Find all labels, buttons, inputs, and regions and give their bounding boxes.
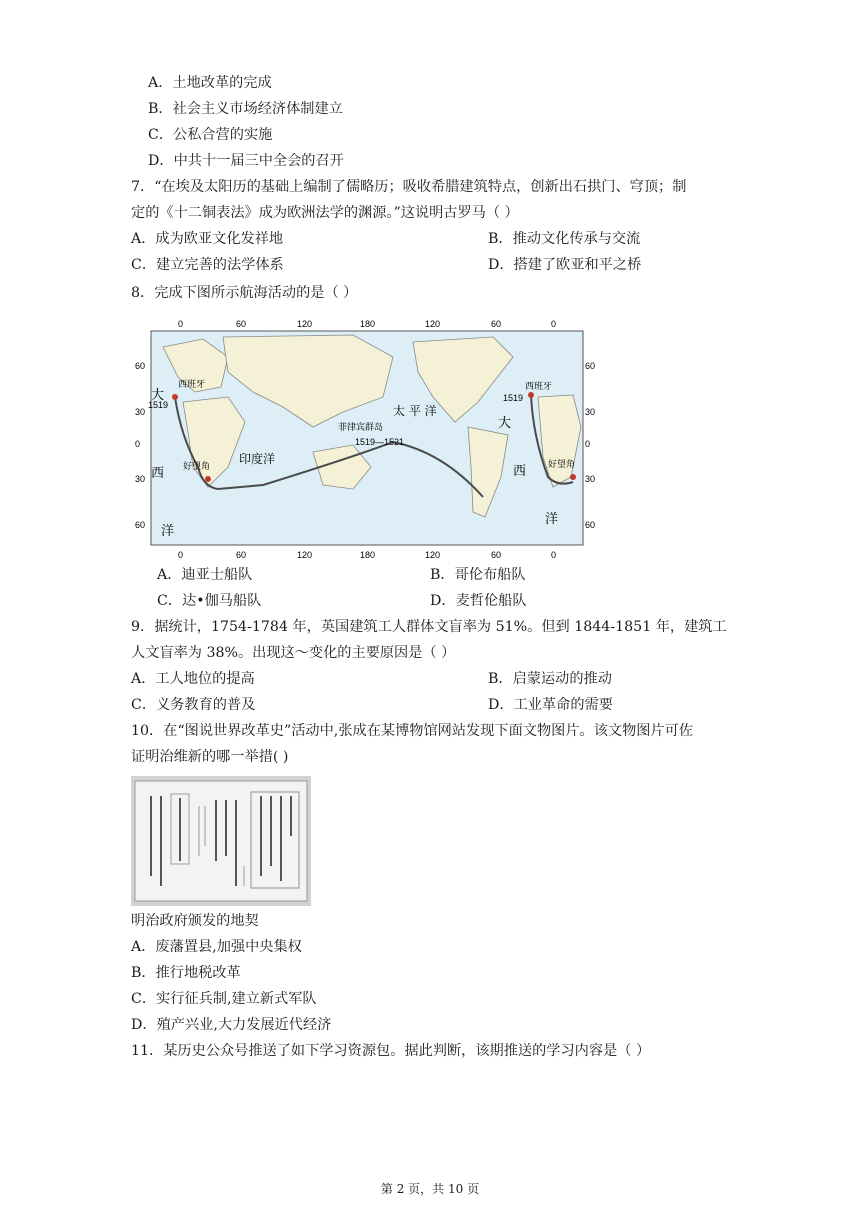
map-label-atlantic-right-1: 大 [498, 416, 512, 431]
map-top-tick: 120 [425, 319, 441, 329]
q8-option-d: D．麦哲伦船队 [430, 593, 527, 609]
q7-stem-line2: 定的《十二铜表法》成为欧洲法学的渊源。”这说明古罗马（ ） [131, 205, 519, 221]
map-label-atlantic-left-3: 洋 [161, 524, 175, 539]
q9-stem-line2: 人文盲率为 38%。出现这～变化的主要原因是（ ） [131, 645, 456, 661]
q7-option-a: A．成为欧亚文化发祥地 [131, 231, 284, 247]
map-label-atlantic-right-3: 洋 [545, 512, 559, 527]
map-left-tick: 0 [135, 439, 141, 449]
map-label-atlantic-left-2: 西 [151, 466, 165, 481]
q10-image-caption: 明治政府颁发的地契 [131, 913, 259, 929]
q9-option-a: A．工人地位的提高 [131, 671, 255, 687]
map-label-philippines: 菲律宾群岛 [338, 423, 384, 433]
q10-option-d: D．殖产兴业,大力发展近代经济 [131, 1017, 332, 1033]
q7-option-d: D．搭建了欧亚和平之桥 [488, 257, 642, 273]
map-label-spain-right: 西班牙 [525, 382, 553, 392]
map-left-tick: 60 [135, 520, 146, 530]
q7-stem-line1: 7．“在埃及太阳历的基础上编制了儒略历；吸收希腊建筑特点，创新出石拱门、穹顶；制 [131, 179, 687, 195]
map-start-point-right [528, 392, 534, 398]
map-bottom-tick: 60 [236, 550, 247, 560]
map-top-tick: 60 [236, 319, 247, 329]
map-right-tick: 30 [585, 407, 596, 417]
q10-option-c: C．实行征兵制,建立新式军队 [131, 991, 317, 1007]
map-top-tick: 180 [360, 319, 376, 329]
map-label-year-left: 1519 [148, 400, 169, 410]
map-label-atlantic-left-1: 大 [151, 388, 165, 403]
map-top-tick: 0 [178, 319, 184, 329]
map-label-atlantic-right-2: 西 [513, 464, 527, 479]
map-left-tick: 30 [135, 407, 146, 417]
map-top-tick: 60 [491, 319, 502, 329]
map-right-tick: 60 [585, 361, 596, 371]
q9-option-b: B．启蒙运动的推动 [488, 671, 612, 687]
map-bottom-tick: 60 [491, 550, 502, 560]
q9-option-c: C．义务教育的普及 [131, 697, 256, 713]
map-label-cape-left: 好望角 [183, 462, 211, 472]
map-label-indian: 印度洋 [239, 452, 276, 466]
map-label-spain-left: 西班牙 [178, 380, 206, 390]
q10-stem-line2: 证明治维新的哪一举措( ) [131, 749, 289, 765]
q7-option-b: B．推动文化传承与交流 [488, 231, 641, 247]
map-bottom-tick: 180 [360, 550, 376, 560]
map-bottom-tick: 0 [551, 550, 557, 560]
map-label-year-right: 1519 [503, 393, 524, 403]
q7-option-c: C．建立完善的法学体系 [131, 257, 284, 273]
world-map-figure [133, 317, 598, 562]
map-cape-point-right [570, 474, 576, 480]
q11-stem: 11．某历史公众号推送了如下学习资源包。据此判断，该期推送的学习内容是（ ） [131, 1043, 651, 1059]
map-right-tick: 0 [585, 439, 591, 449]
map-label-cape-right: 好望角 [548, 460, 576, 470]
q8-stem: 8．完成下图所示航海活动的是（ ） [131, 285, 358, 301]
map-left-tick: 60 [135, 361, 146, 371]
map-top-tick: 120 [297, 319, 313, 329]
q6-option-d: D．中共十一届三中全会的召开 [148, 153, 344, 169]
map-cape-point-left [205, 476, 211, 482]
map-left-tick: 30 [135, 474, 146, 484]
q6-option-a: A．土地改革的完成 [148, 75, 272, 91]
map-bottom-tick: 0 [178, 550, 184, 560]
q8-option-b: B．哥伦布船队 [430, 567, 526, 583]
map-bottom-tick: 120 [425, 550, 441, 560]
q10-option-a: A．废藩置县,加强中央集权 [131, 939, 302, 955]
q8-option-a: A．迪亚士船队 [157, 567, 253, 583]
page-footer: 第 2 页，共 10 页 [380, 1182, 480, 1196]
map-right-tick: 30 [585, 474, 596, 484]
q8-option-c: C．达•伽马船队 [157, 593, 262, 609]
q6-option-c: C．公私合营的实施 [148, 127, 273, 143]
land-deed-photo [131, 776, 311, 906]
q10-stem-line1: 10．在“图说世界改革史”活动中,张成在某博物馆网站发现下面文物图片。该文物图片可佐 [131, 723, 694, 739]
q9-stem-line1: 9．据统计，1754-1784 年，英国建筑工人群体文盲率为 51%。但到 1844-1851 年，建筑工 [131, 619, 727, 635]
map-top-tick: 0 [551, 319, 557, 329]
map-start-point-left [172, 394, 178, 400]
map-label-route-years: 1519—1521 [355, 437, 405, 447]
map-right-tick: 60 [585, 520, 596, 530]
map-label-pacific: 太 平 洋 [393, 404, 437, 418]
q6-option-b: B．社会主义市场经济体制建立 [148, 101, 343, 117]
q10-option-b: B．推行地税改革 [131, 965, 241, 981]
q9-option-d: D．工业革命的需要 [488, 697, 613, 713]
map-bottom-tick: 120 [297, 550, 313, 560]
